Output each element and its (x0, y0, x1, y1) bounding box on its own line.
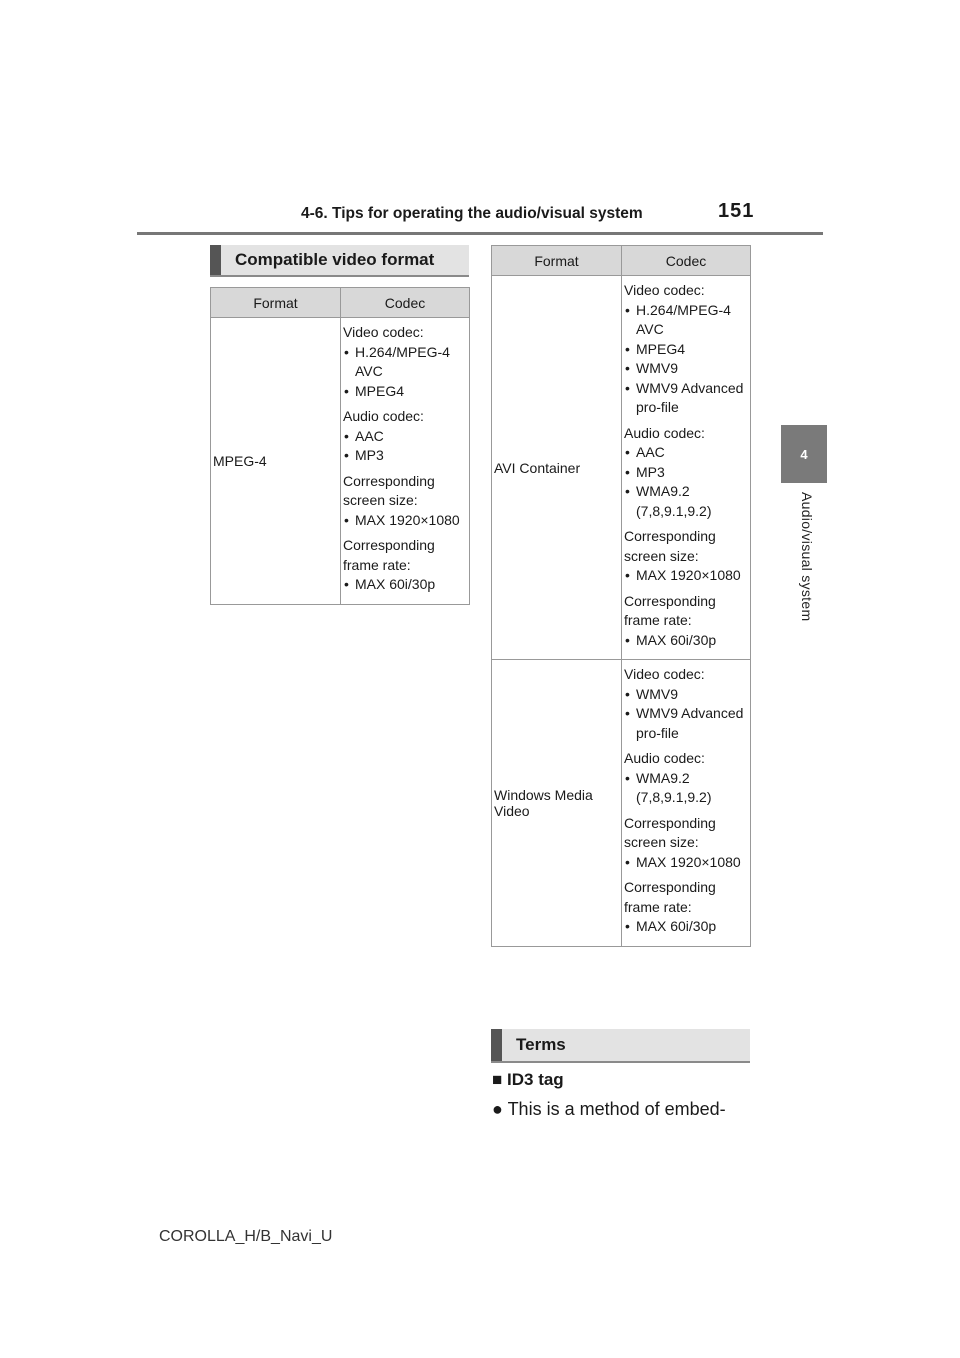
block-title: Corresponding frame rate: (343, 537, 435, 573)
list-item: • WMV9 Advanced pro-file (624, 704, 748, 743)
heading-marker (210, 245, 221, 275)
circle-bullet-icon: ● (492, 1099, 503, 1119)
list-item: • MAX 60i/30p (624, 917, 748, 937)
column-header-codec: Codec (622, 246, 751, 276)
list-item: • WMV9 (624, 685, 748, 705)
block-title: Corresponding frame rate: (624, 879, 716, 915)
table-row (492, 276, 751, 660)
codec-cell (622, 660, 751, 947)
section-title: 4-6. Tips for operating the audio/visual system (301, 205, 643, 222)
list-item: • MAX 1920×1080 (624, 566, 748, 586)
block-title: Audio codec: (624, 750, 705, 766)
video-codec-block (624, 281, 748, 418)
term-title: ID3 tag (507, 1070, 564, 1089)
screen-size-block (343, 472, 467, 531)
header-divider (137, 232, 823, 235)
compatible-video-format-heading (210, 245, 469, 277)
block-title: Audio codec: (343, 408, 424, 424)
heading-text: Terms (516, 1035, 566, 1054)
block-title: Audio codec: (624, 424, 705, 441)
column-header-codec: Codec (341, 288, 470, 318)
heading-marker (491, 1029, 502, 1061)
footer-model-code: COROLLA_H/B_Navi_U (159, 1228, 333, 1245)
chapter-tab (781, 425, 827, 483)
block-title: Video codec: (343, 324, 424, 340)
list-item: • MP3 (343, 446, 467, 466)
block-title: Corresponding screen size: (624, 528, 716, 564)
list-item: • MP3 (624, 463, 748, 483)
heading-text: Compatible video format (235, 250, 435, 269)
list-item: • MAX 1920×1080 (343, 511, 467, 531)
terms-heading (491, 1029, 750, 1063)
term-text: This is a method of embed- (507, 1099, 726, 1119)
video-codec-block (343, 323, 467, 401)
list-item: • WMV9 Advanced pro-file (624, 379, 748, 418)
list-item: • H.264/MPEG-4 AVC (624, 301, 748, 340)
list-item: • WMA9.2 (7,8,9.1,9.2) (624, 769, 748, 808)
chapter-number: 4 (800, 446, 808, 462)
list-item: • MAX 60i/30p (624, 631, 748, 651)
left-format-table (210, 287, 470, 605)
list-item: • WMV9 (624, 359, 748, 379)
list-item: • H.264/MPEG-4 AVC (343, 343, 467, 382)
right-format-table (491, 245, 751, 947)
format-cell: Windows Media Video (492, 660, 622, 947)
page-number: 151 (718, 200, 755, 222)
block-title: Corresponding screen size: (343, 472, 435, 508)
codec-cell (341, 318, 470, 605)
format-cell: AVI Container (492, 276, 622, 660)
block-title: Video codec: (624, 282, 705, 298)
audio-codec-block (624, 424, 748, 522)
list-item: • MPEG4 (624, 340, 748, 360)
frame-rate-block (343, 536, 467, 595)
chapter-label: Audio/visual system (799, 492, 815, 622)
list-item: • MAX 60i/30p (343, 575, 467, 595)
id3-tag-description (492, 1099, 726, 1120)
frame-rate-block (624, 878, 748, 937)
id3-tag-heading (492, 1070, 564, 1090)
list-item: • AAC (343, 427, 467, 447)
audio-codec-block (343, 407, 467, 466)
list-item: • MAX 1920×1080 (624, 853, 748, 873)
screen-size-block (624, 814, 748, 873)
list-item: • WMA9.2 (7,8,9.1,9.2) (624, 482, 748, 521)
audio-codec-block (624, 749, 748, 808)
block-title: Corresponding screen size: (624, 814, 716, 850)
square-bullet-icon: ■ (492, 1070, 503, 1089)
video-codec-block (624, 665, 748, 743)
block-title: Video codec: (624, 666, 705, 682)
block-title: Corresponding frame rate: (624, 592, 716, 628)
table-row (211, 318, 470, 605)
list-item: • MPEG4 (343, 382, 467, 402)
column-header-format: Format (211, 288, 341, 318)
column-header-format: Format (492, 246, 622, 276)
table-row (492, 660, 751, 947)
codec-cell (622, 276, 751, 660)
screen-size-block (624, 527, 748, 586)
format-cell: MPEG-4 (211, 318, 341, 605)
list-item: • AAC (624, 443, 748, 463)
frame-rate-block (624, 592, 748, 651)
